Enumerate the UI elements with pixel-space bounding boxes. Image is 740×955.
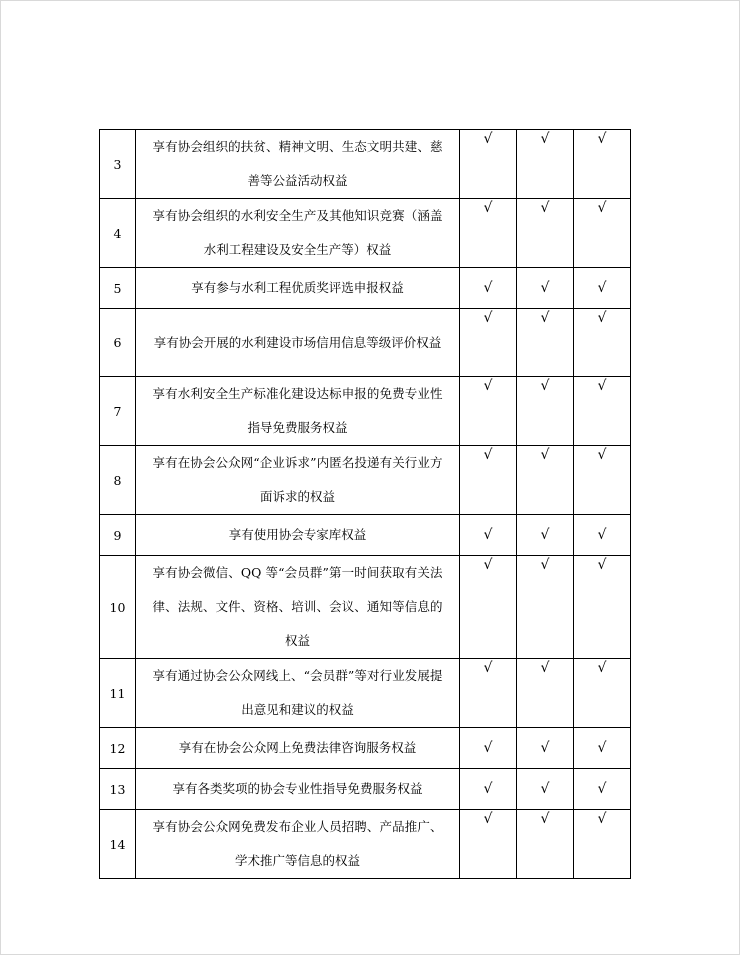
check-mark-icon: √ xyxy=(483,660,493,676)
row-number: 7 xyxy=(100,377,136,446)
check-cell xyxy=(460,659,517,728)
check-mark-icon: √ xyxy=(540,811,550,827)
check-mark-icon: √ xyxy=(597,740,607,756)
check-cell xyxy=(574,659,631,728)
check-mark-icon: √ xyxy=(540,131,550,147)
row-number: 3 xyxy=(100,130,136,199)
check-cell xyxy=(517,199,574,268)
check-mark-icon: √ xyxy=(540,527,550,543)
check-cell xyxy=(460,130,517,199)
row-number: 12 xyxy=(100,728,136,769)
check-cell xyxy=(517,268,574,309)
table-row xyxy=(100,728,631,769)
table-row xyxy=(100,377,631,446)
check-cell xyxy=(460,769,517,810)
table-row xyxy=(100,130,631,199)
table-row xyxy=(100,769,631,810)
check-mark-icon: √ xyxy=(597,200,607,216)
check-cell xyxy=(517,810,574,879)
check-mark-icon: √ xyxy=(540,557,550,573)
row-number: 14 xyxy=(100,810,136,879)
check-mark-icon: √ xyxy=(597,557,607,573)
row-description: 享有通过协会公众网线上、“会员群”等对行业发展提出意见和建议的权益 xyxy=(136,659,460,728)
check-mark-icon: √ xyxy=(540,200,550,216)
check-cell xyxy=(574,199,631,268)
row-description: 享有协会组织的扶贫、精神文明、生态文明共建、慈善等公益活动权益 xyxy=(136,130,460,199)
row-number: 11 xyxy=(100,659,136,728)
check-cell xyxy=(517,728,574,769)
check-mark-icon: √ xyxy=(483,811,493,827)
check-mark-icon: √ xyxy=(540,378,550,394)
check-mark-icon: √ xyxy=(597,131,607,147)
check-cell xyxy=(517,556,574,659)
check-mark-icon: √ xyxy=(540,660,550,676)
check-cell xyxy=(460,810,517,879)
check-cell xyxy=(460,377,517,446)
table-row xyxy=(100,268,631,309)
row-description: 享有协会公众网免费发布企业人员招聘、产品推广、学术推广等信息的权益 xyxy=(136,810,460,879)
row-description: 享有在协会公众网上免费法律咨询服务权益 xyxy=(136,728,460,769)
check-mark-icon: √ xyxy=(597,280,607,296)
check-cell xyxy=(460,309,517,377)
row-number: 10 xyxy=(100,556,136,659)
check-cell xyxy=(574,810,631,879)
member-rights-table xyxy=(99,129,631,879)
check-mark-icon: √ xyxy=(540,280,550,296)
check-mark-icon: √ xyxy=(597,378,607,394)
row-description: 享有协会微信、QQ 等“会员群”第一时间获取有关法律、法规、文件、资格、培训、会议、通知等信息的权益 xyxy=(136,556,460,659)
check-cell xyxy=(517,515,574,556)
table-row xyxy=(100,515,631,556)
check-cell xyxy=(517,377,574,446)
table-row xyxy=(100,446,631,515)
check-cell xyxy=(460,268,517,309)
check-cell xyxy=(574,728,631,769)
check-mark-icon: √ xyxy=(483,740,493,756)
check-cell xyxy=(574,309,631,377)
row-number: 5 xyxy=(100,268,136,309)
check-cell xyxy=(460,556,517,659)
check-cell xyxy=(517,446,574,515)
row-description: 享有水利安全生产标准化建设达标申报的免费专业性指导免费服务权益 xyxy=(136,377,460,446)
check-mark-icon: √ xyxy=(540,310,550,326)
row-description: 享有各类奖项的协会专业性指导免费服务权益 xyxy=(136,769,460,810)
check-cell xyxy=(574,515,631,556)
check-mark-icon: √ xyxy=(483,527,493,543)
check-mark-icon: √ xyxy=(597,447,607,463)
check-cell xyxy=(574,446,631,515)
check-cell xyxy=(574,130,631,199)
row-description: 享有使用协会专家库权益 xyxy=(136,515,460,556)
check-mark-icon: √ xyxy=(483,200,493,216)
check-cell xyxy=(517,769,574,810)
check-cell xyxy=(517,309,574,377)
check-cell xyxy=(460,728,517,769)
row-number: 9 xyxy=(100,515,136,556)
check-mark-icon: √ xyxy=(483,131,493,147)
row-description: 享有参与水利工程优质奖评选申报权益 xyxy=(136,268,460,309)
table-row xyxy=(100,659,631,728)
check-mark-icon: √ xyxy=(483,557,493,573)
check-cell xyxy=(460,446,517,515)
check-cell xyxy=(517,659,574,728)
check-cell xyxy=(460,199,517,268)
table-row xyxy=(100,810,631,879)
row-number: 13 xyxy=(100,769,136,810)
check-mark-icon: √ xyxy=(483,447,493,463)
check-cell xyxy=(460,515,517,556)
check-mark-icon: √ xyxy=(540,781,550,797)
check-mark-icon: √ xyxy=(483,310,493,326)
table-row xyxy=(100,199,631,268)
check-mark-icon: √ xyxy=(597,310,607,326)
check-mark-icon: √ xyxy=(483,280,493,296)
check-mark-icon: √ xyxy=(540,740,550,756)
check-cell xyxy=(574,769,631,810)
row-description: 享有协会组织的水利安全生产及其他知识竞赛（涵盖水利工程建设及安全生产等）权益 xyxy=(136,199,460,268)
check-mark-icon: √ xyxy=(540,447,550,463)
check-mark-icon: √ xyxy=(483,781,493,797)
check-mark-icon: √ xyxy=(597,781,607,797)
row-number: 6 xyxy=(100,309,136,377)
table-row xyxy=(100,309,631,377)
row-description: 享有协会开展的水利建设市场信用信息等级评价权益 xyxy=(136,309,460,377)
check-mark-icon: √ xyxy=(597,527,607,543)
row-number: 8 xyxy=(100,446,136,515)
row-number: 4 xyxy=(100,199,136,268)
table-row xyxy=(100,556,631,659)
check-mark-icon: √ xyxy=(597,660,607,676)
check-mark-icon: √ xyxy=(597,811,607,827)
check-mark-icon: √ xyxy=(483,378,493,394)
row-description: 享有在协会公众网“企业诉求”内匿名投递有关行业方面诉求的权益 xyxy=(136,446,460,515)
check-cell xyxy=(574,377,631,446)
check-cell xyxy=(574,268,631,309)
check-cell xyxy=(574,556,631,659)
check-cell xyxy=(517,130,574,199)
